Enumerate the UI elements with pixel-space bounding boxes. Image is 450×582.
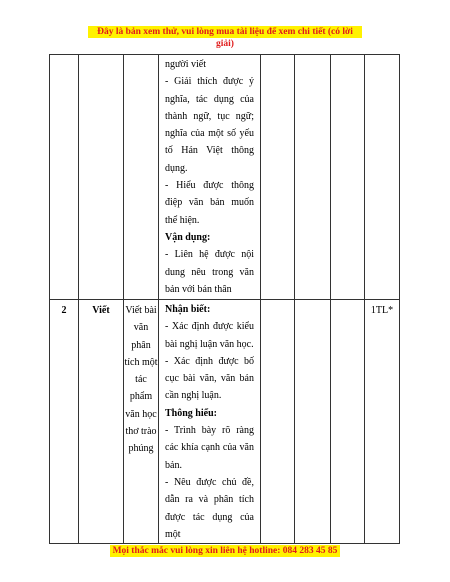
content-heading: Thông hiểu: — [165, 407, 217, 419]
table-row — [50, 55, 400, 300]
row2-content — [165, 301, 254, 543]
specification-table — [49, 54, 400, 544]
cell-number — [50, 55, 79, 300]
content-heading: Vận dụng: — [165, 231, 211, 243]
content-line: - Nêu được chủ đề, dẫn ra và phân tích được tác dụng của một — [165, 476, 254, 540]
content-line: - Hiểu được thông điệp văn bản muốn thể hiện. — [165, 180, 254, 226]
table-row — [50, 300, 400, 544]
cell-number: 2 — [50, 300, 79, 544]
content-line: - Giải thích được ý nghĩa, tác dụng của thành ngữ, tục ngữ; nghĩa của một số yếu tố Hán Việt thông dụng. — [165, 76, 254, 174]
cell-question-count: 1TL* — [365, 300, 400, 544]
cell-content — [159, 55, 261, 300]
cell-level-1 — [261, 300, 295, 544]
footer-note: Mọi thắc mắc vui lòng xin liên hệ hotline: 084 283 45 85 — [110, 545, 340, 557]
cell-level-2 — [295, 55, 331, 300]
header-note: Đây là bản xem thử, vui lòng mua tài liệu để xem chi tiết (có lời giải) — [88, 26, 362, 38]
content-heading: Nhận biết: — [165, 304, 211, 315]
cell-level-3 — [331, 300, 365, 544]
cell-unit — [124, 55, 159, 300]
content-line: - Liên hệ được nội dung nêu trong văn bản với bản thân — [165, 249, 254, 295]
content-line: người viết — [165, 59, 206, 70]
row1-content — [165, 56, 254, 298]
cell-level-3 — [331, 55, 365, 300]
cell-skill — [79, 55, 124, 300]
cell-level-2 — [295, 300, 331, 544]
cell-unit: Viết bài văn phân tích một tác phẩm văn học thơ trào phúng — [124, 300, 159, 544]
content-line: - Xác định được bố cục bài văn, văn bản cần nghị luận. — [165, 355, 254, 402]
cell-skill: Viết — [79, 300, 124, 544]
cell-level-1 — [261, 55, 295, 300]
content-line: - Trình bày rõ ràng các khía cạnh của văn bản. — [165, 425, 254, 471]
content-line: - Xác định được kiểu bài nghị luận văn học. — [165, 321, 254, 350]
cell-content — [159, 300, 261, 544]
cell-level-4 — [365, 55, 400, 300]
